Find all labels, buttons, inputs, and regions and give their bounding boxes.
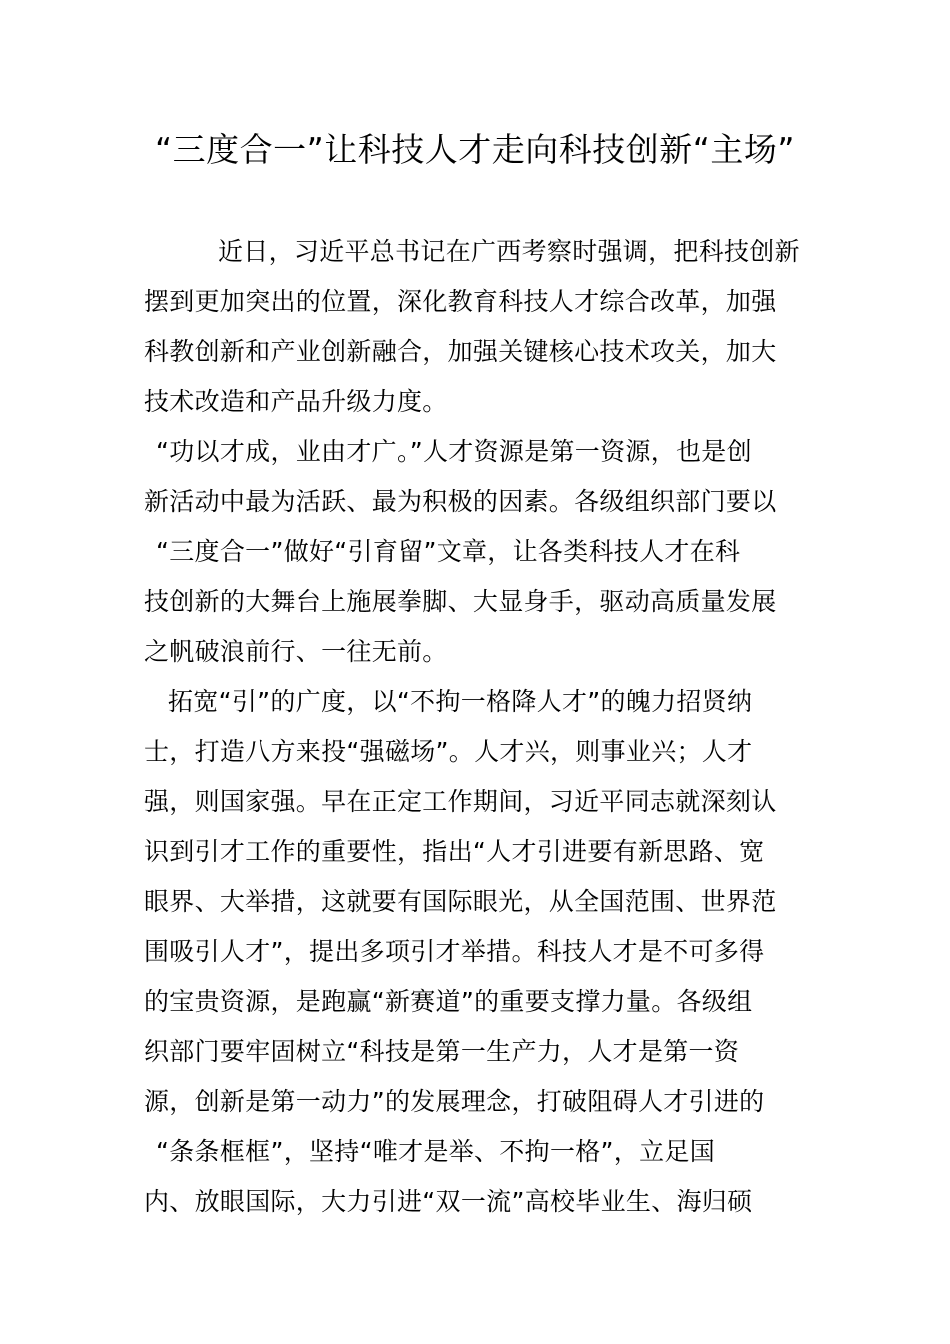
text-line-11: 士，打造八方来投“强磁场”。人才兴，则事业兴；人才 — [144, 737, 753, 766]
text-line-17: 织部门要牢固树立“科技是第一生产力，人才是第一资 — [144, 1037, 740, 1066]
text-line-8: 技创新的大舞台上施展拳脚、大显身手，驱动高质量发展 — [144, 587, 777, 616]
text-line-3: 科教创新和产业创新融合，加强关键核心技术攻关，加大 — [144, 337, 777, 366]
text-line-10: 拓宽“引”的广度，以“不拘一格降人才”的魄力招贤纳 — [168, 687, 753, 716]
text-line-13: 识到引才工作的重要性，指出“人才引进要有新思路、宽 — [144, 837, 765, 866]
text-line-2: 摆到更加突出的位置，深化教育科技人才综合改革，加强 — [144, 287, 777, 316]
text-line-4: 技术改造和产品升级力度。 — [144, 387, 448, 416]
text-line-15: 围吸引人才”，提出多项引才举措。科技人才是不可多得 — [144, 937, 765, 966]
text-line-1: 近日，习近平总书记在广西考察时强调，把科技创新 — [218, 237, 800, 266]
text-line-18: 源，创新是第一动力”的发展理念，打破阻碍人才引进的 — [144, 1087, 765, 1116]
text-line-19: “条条框框”，坚持“唯才是举、不拘一格”，立足国 — [156, 1137, 716, 1166]
text-line-16: 的宝贵资源，是跑赢“新赛道”的重要支撑力量。各级组 — [144, 987, 753, 1016]
page-title: “三度合一”让科技人才走向科技创新“主场” — [155, 130, 795, 169]
text-line-6: 新活动中最为活跃、最为积极的因素。各级组织部门要以 — [144, 487, 777, 516]
text-line-9: 之帆破浪前行、一往无前。 — [144, 637, 448, 666]
text-line-14: 眼界、大举措，这就要有国际眼光，从全国范围、世界范 — [144, 887, 777, 916]
text-line-5: “功以才成，业由才广。”人才资源是第一资源，也是创 — [156, 437, 752, 466]
text-line-20: 内、放眼国际，大力引进“双一流”高校毕业生、海归硕 — [144, 1187, 753, 1216]
text-line-7: “三度合一”做好“引育留”文章，让各类科技人才在科 — [156, 537, 741, 566]
text-line-12: 强，则国家强。早在正定工作期间，习近平同志就深刻认 — [144, 787, 777, 816]
